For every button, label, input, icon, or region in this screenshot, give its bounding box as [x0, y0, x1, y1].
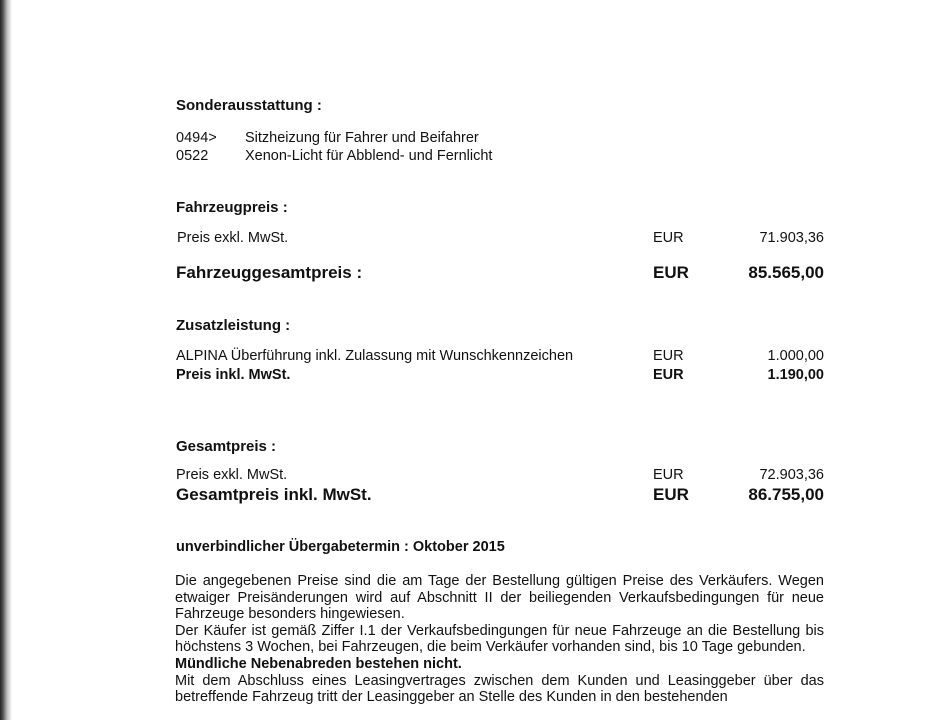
section-heading-zusatzleistung: Zusatzleistung :	[176, 317, 291, 334]
terms-paragraph-prices: Die angegebenen Preise sind die am Tage der Bestellung gültigen Preise des Verkäufers. Wegen etwaiger Preisänderungen wird auf Abschnitt II der beiliegenden Verkaufsbedingungen für neue Fahrzeuge besonders hingewiesen.	[175, 573, 824, 623]
service-incl-currency: EUR	[653, 367, 684, 383]
equipment-code: 0494>	[176, 130, 217, 146]
terms-paragraph-no-verbal-agreements: Mündliche Nebenabreden bestehen nicht.	[175, 655, 462, 672]
service-row-label: ALPINA Überführung inkl. Zulassung mit Wunschkennzeichen	[176, 348, 574, 364]
section-heading-sonderausstattung: Sonderausstattung :	[176, 97, 322, 114]
vehicle-total-currency: EUR	[653, 263, 689, 282]
service-incl-label: Preis inkl. MwSt.	[176, 367, 291, 383]
service-row-amount: 1.000,00	[767, 348, 824, 364]
vehicle-total-amount: 85.565,00	[748, 263, 824, 282]
grand-total-amount: 86.755,00	[748, 485, 824, 504]
service-row-currency: EUR	[653, 348, 684, 364]
terms-paragraph-leasing: Mit dem Abschluss eines Leasingvertrages zwischen dem Kunden und Leasinggeber über das betreffende Fahrzeug tritt der Leasinggeber an Stelle des Kunden in den bestehenden	[175, 672, 824, 706]
equipment-code: 0522	[176, 148, 209, 164]
grand-total-currency: EUR	[653, 485, 689, 504]
grand-total-label: Gesamtpreis inkl. MwSt.	[176, 485, 372, 504]
equipment-description: Xenon-Licht für Abblend- und Fernlicht	[245, 148, 493, 164]
grand-row-currency: EUR	[653, 467, 684, 483]
price-row-amount: 71.903,36	[759, 230, 824, 246]
delivery-date-note: unverbindlicher Übergabetermin : Oktober 2015	[176, 539, 505, 555]
price-row-label: Preis exkl. MwSt.	[177, 230, 289, 246]
price-row-currency: EUR	[653, 230, 684, 246]
section-heading-gesamtpreis: Gesamtpreis :	[176, 438, 277, 455]
vehicle-total-label: Fahrzeuggesamtpreis :	[176, 263, 363, 282]
grand-row-label: Preis exkl. MwSt.	[176, 467, 288, 483]
terms-text-block	[175, 573, 824, 706]
grand-row-amount: 72.903,36	[759, 467, 824, 483]
equipment-description: Sitzheizung für Fahrer und Beifahrer	[245, 130, 479, 146]
service-incl-amount: 1.190,00	[767, 367, 824, 383]
terms-paragraph-binding: Der Käufer ist gemäß Ziffer I.1 der Verkaufsbedingungen für neue Fahrzeuge an die Bestellung bis höchstens 3 Wochen, bei Fahrzeugen, die beim Verkäufer vorhanden sind, bis 10 Tage gebunden.	[175, 622, 824, 656]
section-heading-fahrzeugpreis: Fahrzeugpreis :	[176, 199, 288, 216]
